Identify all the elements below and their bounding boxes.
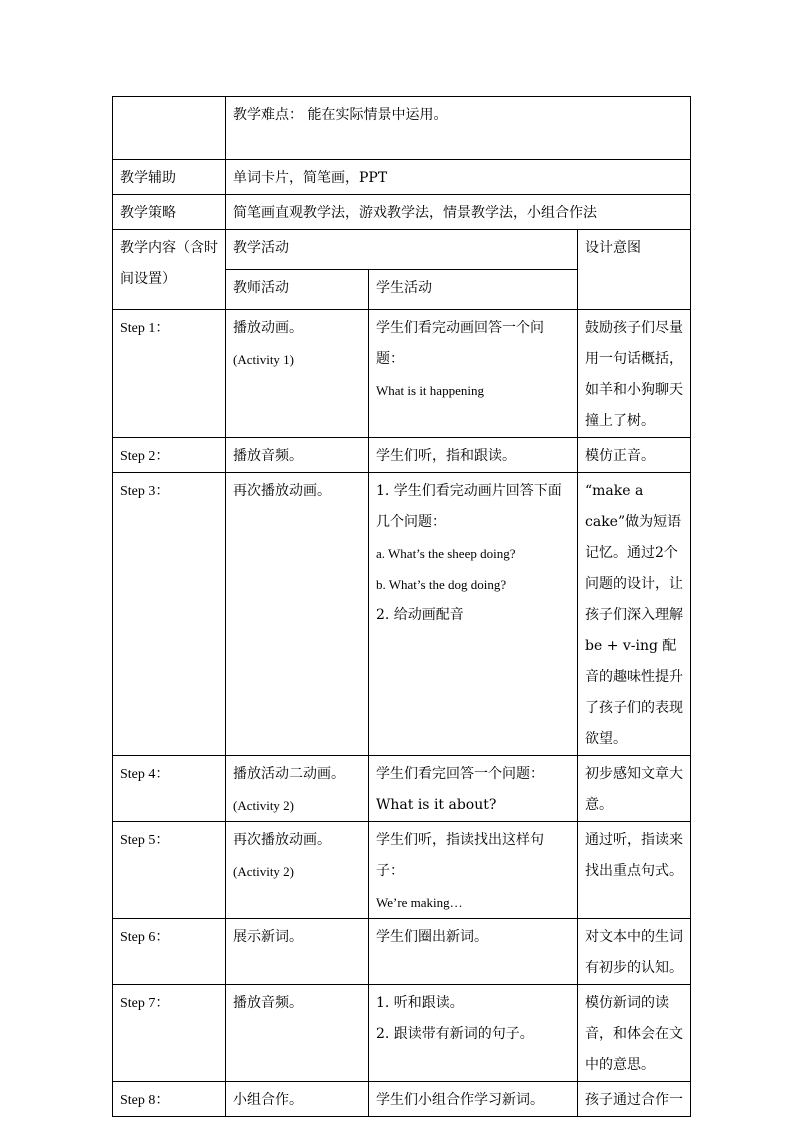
teacher-line: 展示新词。 <box>233 929 303 945</box>
design-intent: 鼓励孩子们尽量用一句话概括，如羊和小狗聊天撞上了树。 <box>578 310 691 438</box>
student-line: 学生们听，指和跟读。 <box>376 448 516 464</box>
teacher-label: 教师活动 <box>226 270 369 310</box>
teacher-activity <box>226 985 369 1082</box>
difficulty-row <box>113 97 691 160</box>
table-row <box>113 473 691 756</box>
aids-row <box>113 160 691 195</box>
teacher-line: (Activity 1) <box>233 352 295 367</box>
lesson-plan-table <box>112 96 691 1117</box>
student-activity <box>369 919 578 985</box>
table-row <box>113 985 691 1082</box>
student-activity <box>369 822 578 919</box>
step-label: Step 6： <box>113 919 226 985</box>
difficulty-label-cell <box>113 97 226 160</box>
teacher-activity <box>226 756 369 822</box>
teacher-line: 播放音频。 <box>233 448 303 464</box>
step-label: Step 4： <box>113 756 226 822</box>
student-line: 2. 给动画配音 <box>376 607 464 623</box>
design-intent: 初步感知文章大意。 <box>578 756 691 822</box>
student-activity <box>369 438 578 473</box>
content-label: 教学内容（含时间设置） <box>113 230 226 310</box>
student-line: 学生们听，指读找出这样句子： <box>376 832 544 879</box>
student-line: a. What’s the sheep doing? <box>376 546 516 561</box>
table-row <box>113 1082 691 1117</box>
design-intent: 模仿正音。 <box>578 438 691 473</box>
design-intent: “make a cake”做为短语记忆。通过2个问题的设计，让孩子们深入理解be + v-ing 配音的趣味性提升了孩子们的表现欲望。 <box>578 473 691 756</box>
student-activity <box>369 756 578 822</box>
step-label: Step 1： <box>113 310 226 438</box>
design-intent: 模仿新词的读音，和体会在文中的意思。 <box>578 985 691 1082</box>
step-label: Step 3： <box>113 473 226 756</box>
student-line: 学生们看完回答一个问题：What is it about? <box>376 766 544 813</box>
student-line: 1. 学生们看完动画片回答下面几个问题： <box>376 483 562 530</box>
teacher-line: (Activity 2) <box>233 864 295 879</box>
teacher-line: 播放音频。 <box>233 995 303 1011</box>
design-intent: 通过听，指读来找出重点句式。 <box>578 822 691 919</box>
teacher-line: (Activity 2) <box>233 798 295 813</box>
student-activity <box>369 310 578 438</box>
teacher-line: 再次播放动画。 <box>233 483 331 499</box>
student-activity <box>369 473 578 756</box>
student-line: 2. 跟读带有新词的句子。 <box>376 1026 534 1042</box>
strategy-text: 简笔画直观教学法，游戏教学法，情景教学法，小组合作法 <box>226 195 691 230</box>
teacher-activity <box>226 438 369 473</box>
student-activity <box>369 1082 578 1117</box>
step-label: Step 8： <box>113 1082 226 1117</box>
student-line: What is it happening <box>376 383 484 398</box>
design-intent: 对文本中的生词有初步的认知。 <box>578 919 691 985</box>
student-line: 学生们小组合作学习新词。 <box>376 1092 544 1108</box>
teacher-activity <box>226 822 369 919</box>
step-label: Step 2： <box>113 438 226 473</box>
aids-label: 教学辅助 <box>113 160 226 195</box>
aids-text: 单词卡片，简笔画，PPT <box>226 160 691 195</box>
student-line: 1. 听和跟读。 <box>376 995 464 1011</box>
activities-label: 教学活动 <box>226 230 578 270</box>
student-line: 学生们圈出新词。 <box>376 929 488 945</box>
student-line: 学生们看完动画回答一个问题： <box>376 320 544 367</box>
table-row <box>113 919 691 985</box>
teacher-line: 播放动画。 <box>233 320 303 336</box>
table-row <box>113 756 691 822</box>
table-row <box>113 822 691 919</box>
student-activity <box>369 985 578 1082</box>
teacher-line: 播放活动二动画。 <box>233 766 345 782</box>
strategy-row <box>113 195 691 230</box>
header-row <box>113 230 691 270</box>
teacher-activity <box>226 473 369 756</box>
student-label: 学生活动 <box>369 270 578 310</box>
strategy-label: 教学策略 <box>113 195 226 230</box>
student-line: b. What’s the dog doing? <box>376 577 507 592</box>
teacher-activity <box>226 919 369 985</box>
teacher-line: 再次播放动画。 <box>233 832 331 848</box>
teacher-activity <box>226 310 369 438</box>
table-row <box>113 438 691 473</box>
table-row <box>113 310 691 438</box>
difficulty-cell: 教学难点： 能在实际情景中运用。 <box>226 97 691 160</box>
design-intent: 孩子通过合作一 <box>578 1082 691 1117</box>
student-line: We’re making… <box>376 895 463 910</box>
design-label: 设计意图 <box>578 230 691 310</box>
step-label: Step 7： <box>113 985 226 1082</box>
teacher-activity <box>226 1082 369 1117</box>
step-label: Step 5： <box>113 822 226 919</box>
teacher-line: 小组合作。 <box>233 1092 303 1108</box>
